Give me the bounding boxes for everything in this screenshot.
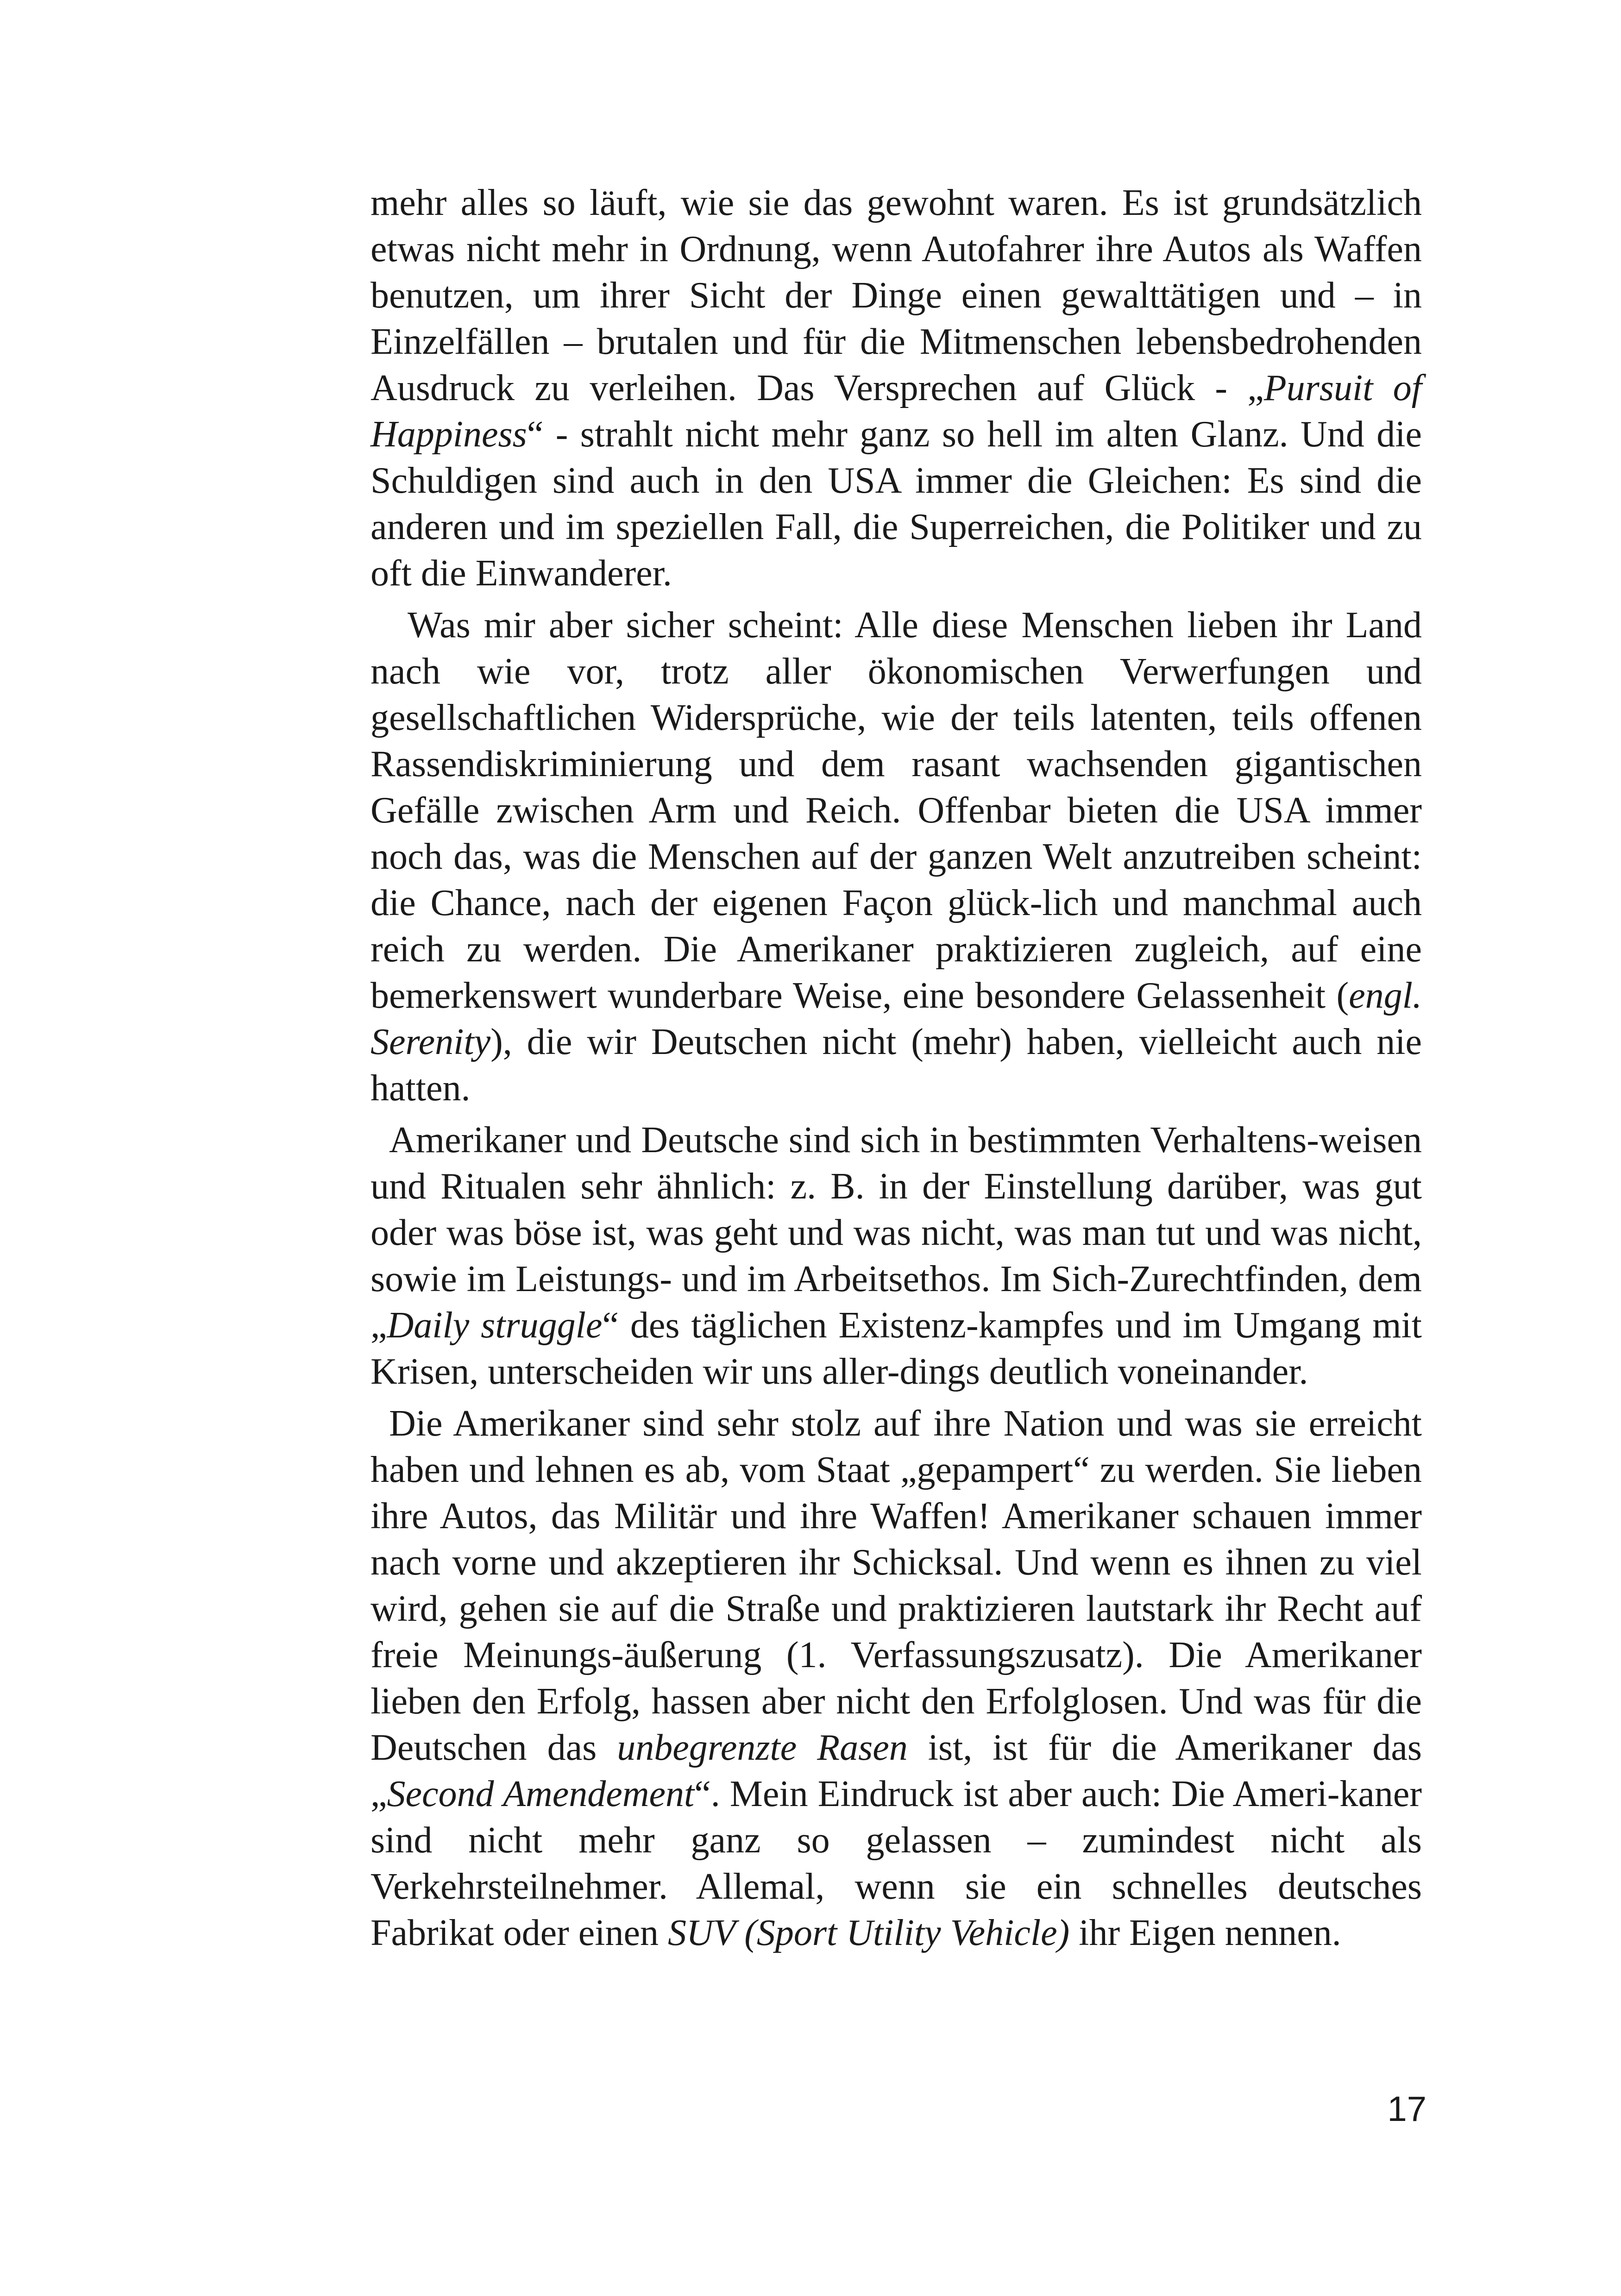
text-segment: ihr Eigen nennen.: [1069, 1913, 1341, 1953]
italic-segment: Daily struggle: [387, 1305, 603, 1346]
text-segment: “. Mein Eindruck ist aber auch: Die Ameri-kaner sind nicht mehr ganz so gelassen – zumindest nicht als Verkehrsteilnehmer. Allemal, wenn sie ein schnelles deutsches Fabrikat oder einen: [371, 1774, 1422, 1953]
text-segment: Was mir aber sicher scheint: Alle diese Menschen lieben ihr Land nach wie vor, trotz aller ökonomischen Verwerfungen und gesellschaftlichen Widersprüche, wie der teils latenten, teils offenen Rassendiskriminierung und dem rasant wachsenden gigantischen Gefälle zwischen Arm und Reich. Offenbar bieten die USA immer noch das, was die Menschen auf der ganzen Welt anzutreiben scheint: die Chance, nach der eigenen Façon glück-lich und manchmal auch reich zu werden. Die Amerikaner praktizieren zugleich, auf eine bemerkenswert wunderbare Weise, eine besondere Gelassenheit (: [371, 605, 1422, 1016]
paragraph-3: [371, 1117, 1422, 1395]
paragraph-2: [371, 602, 1422, 1111]
page-number: 17: [1387, 2089, 1426, 2129]
italic-segment: unbegrenzte Rasen: [617, 1727, 908, 1768]
text-segment: “ - strahlt nicht mehr ganz so hell im alten Glanz. Und die Schuldigen sind auch in den USA immer die Gleichen: Es sind die anderen und im speziellen Fall, die Superreichen, die Politiker und zu oft die Einwanderer.: [371, 414, 1422, 594]
italic-segment: SUV (Sport Utility Vehicle): [668, 1913, 1070, 1953]
text-segment: ist, ist für die Amerikaner das „: [371, 1727, 1422, 1814]
italic-segment: Second Amendement: [387, 1774, 695, 1814]
paragraph-4: [371, 1400, 1422, 1956]
paragraph-1: [371, 180, 1422, 596]
text-segment: mehr alles so läuft, wie sie das gewohnt waren. Es ist grundsätzlich etwas nicht mehr in Ordnung, wenn Autofahrer ihre Autos als Waffen benutzen, um ihrer Sicht der Dinge einen gewalttätigen und – in Einzelfällen – brutalen und für die Mitmenschen lebensbedrohenden Ausdruck zu verleihen. Das Versprechen auf Glück - „: [371, 182, 1422, 408]
text-segment: Die Amerikaner sind sehr stolz auf ihre Nation und was sie erreicht haben und lehnen es ab, vom Staat „gepampert“ zu werden. Sie lieben ihre Autos, das Militär und ihre Waffen! Amerikaner schauen immer nach vorne und akzeptieren ihr Schicksal. Und wenn es ihnen zu viel wird, gehen sie auf die Straße und praktizieren lautstark ihr Recht auf freie Meinungs-äußerung (1. Verfassungszusatz). Die Amerikaner lieben den Erfolg, hassen aber nicht den Erfolglosen. Und was für die Deutschen das: [371, 1403, 1422, 1768]
text-segment: “ des täglichen Existenz-kampfes und im Umgang mit Krisen, unterscheiden wir uns aller-dings deutlich voneinander.: [371, 1305, 1422, 1392]
italic-segment: Pursuit of Happiness: [371, 368, 1422, 455]
text-segment: Amerikaner und Deutsche sind sich in bestimmten Verhaltens-weisen und Ritualen sehr ähnlich: z. B. in der Einstellung darüber, was gut oder was böse ist, was geht und was nicht, was man tut und was nicht, sowie im Leistungs- und im Arbeitsethos. Im Sich-Zurechtfinden, dem „: [371, 1120, 1422, 1346]
text-segment: ), die wir Deutschen nicht (mehr) haben, vielleicht auch nie hatten.: [371, 1022, 1422, 1109]
body-text: [371, 180, 1422, 1962]
italic-segment: engl. Serenity: [371, 975, 1422, 1062]
